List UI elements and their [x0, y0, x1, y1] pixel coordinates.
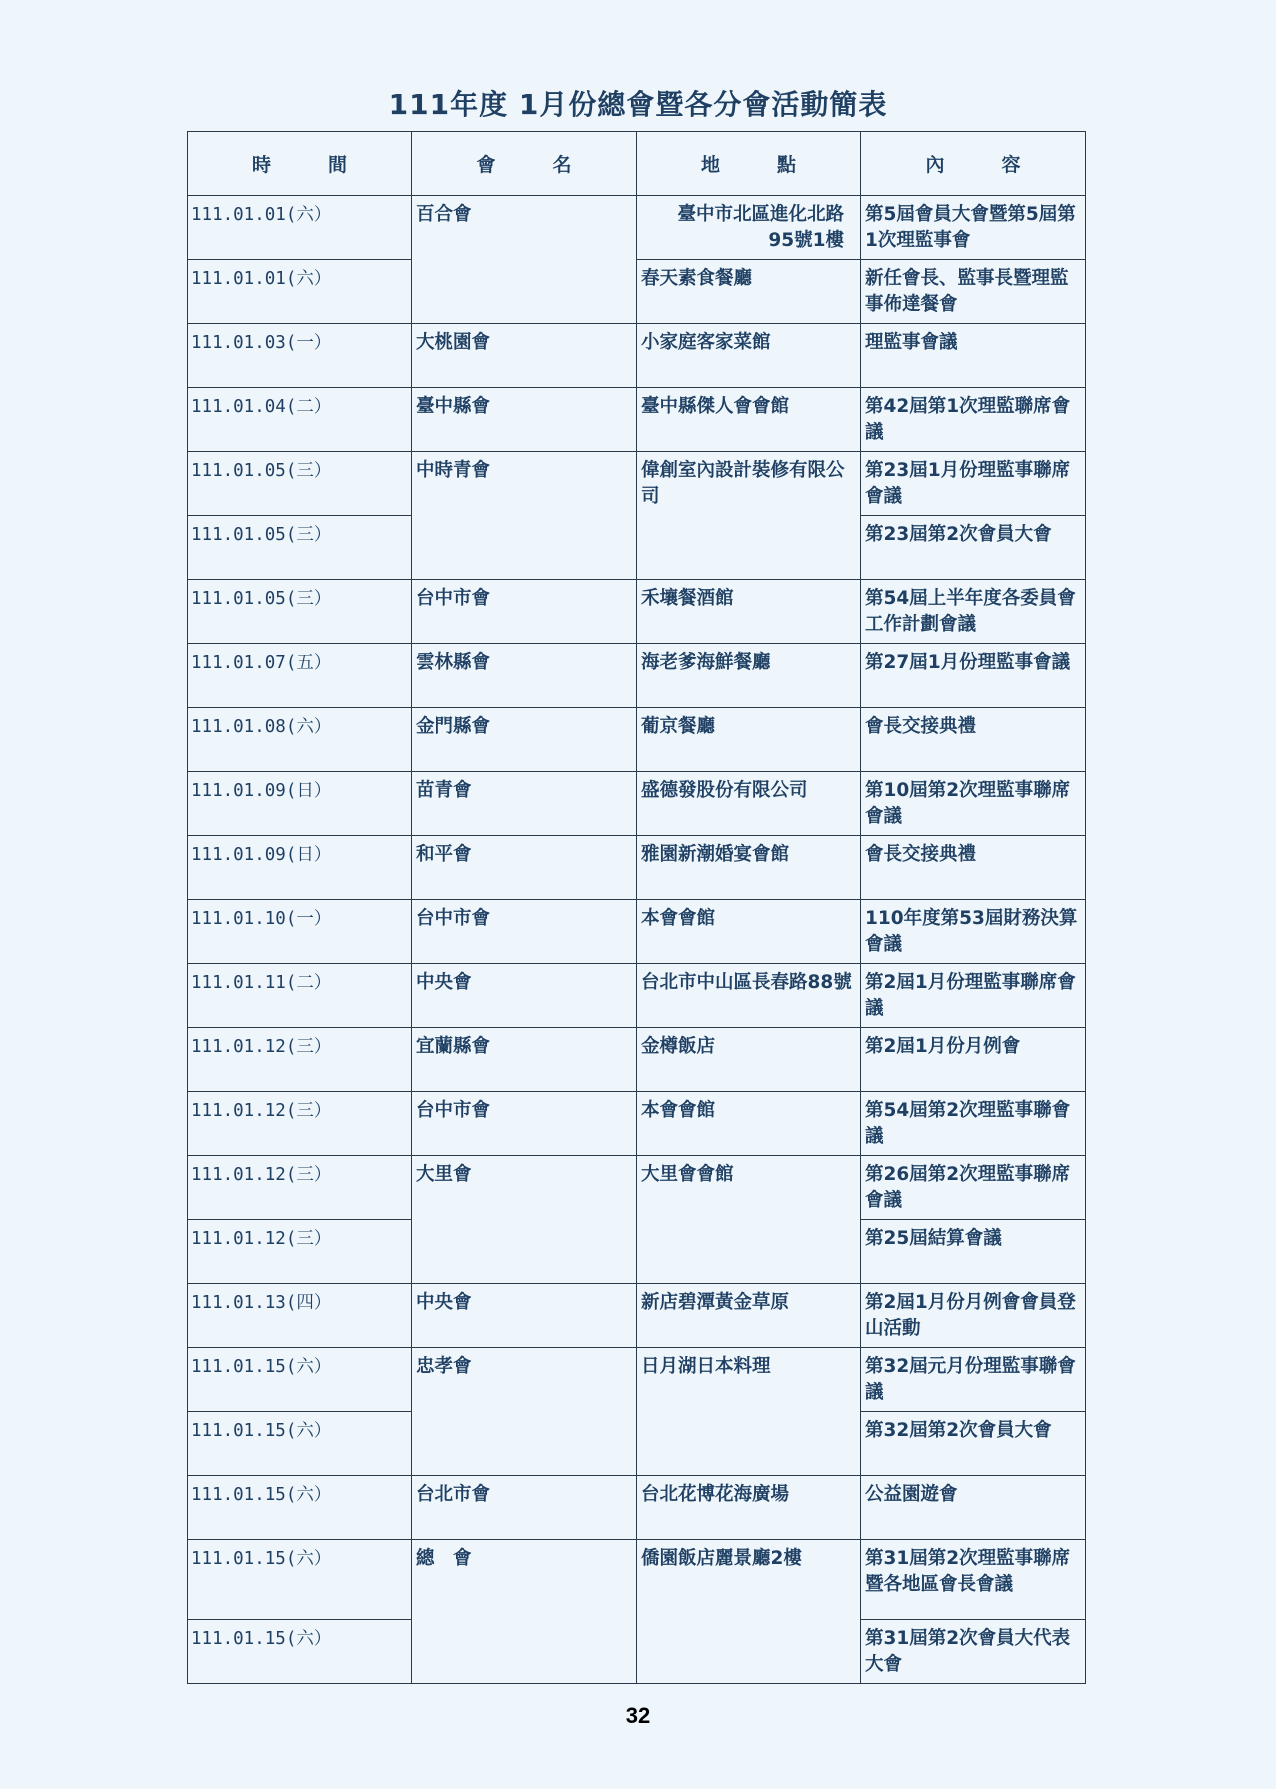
place-cell	[637, 324, 861, 388]
content-cell	[861, 836, 1086, 900]
place-cell	[637, 1092, 861, 1156]
place-cell	[637, 900, 861, 964]
date-text: 111.01.08(六）	[191, 717, 332, 737]
content-cell	[861, 1620, 1086, 1684]
club-text: 中時青會	[416, 460, 491, 481]
date-text: 111.01.13(四）	[191, 1293, 332, 1313]
place-text: 金樽飯店	[641, 1036, 716, 1057]
club-text: 宜蘭縣會	[416, 1036, 491, 1057]
club-cell	[412, 772, 637, 836]
date-cell	[188, 772, 412, 836]
club-text: 總 會	[416, 1548, 472, 1569]
date-cell	[188, 708, 412, 772]
date-text: 111.01.01(六）	[191, 205, 332, 225]
place-cell	[637, 196, 861, 260]
content-text: 第54屆上半年度各委員會工作計劃會議	[865, 588, 1076, 635]
club-cell	[412, 1156, 637, 1284]
content-cell	[861, 516, 1086, 580]
club-text: 台中市會	[416, 1100, 491, 1121]
club-text: 台北市會	[416, 1484, 491, 1505]
club-cell	[412, 644, 637, 708]
content-cell	[861, 452, 1086, 516]
date-text: 111.01.03(一）	[191, 333, 332, 353]
date-text: 111.01.11(二）	[191, 973, 332, 993]
club-cell	[412, 1476, 637, 1540]
date-text: 111.01.09(日）	[191, 845, 332, 865]
content-text: 第54屆第2次理監事聯會議	[865, 1100, 1071, 1147]
date-cell	[188, 580, 412, 644]
table-row	[188, 260, 1086, 324]
content-cell	[861, 196, 1086, 260]
club-text: 金門縣會	[416, 716, 491, 737]
date-text: 111.01.12(三）	[191, 1165, 332, 1185]
date-text: 111.01.09(日）	[191, 781, 332, 801]
place-text: 僑園飯店麗景廳2樓	[641, 1548, 802, 1569]
place-text: 臺中縣傑人會會館	[641, 396, 790, 417]
page-number: 32	[625, 1703, 651, 1728]
date-cell	[188, 1476, 412, 1540]
content-text: 第2屆1月份理監事聯席會議	[865, 972, 1076, 1019]
content-text: 會長交接典禮	[865, 844, 977, 865]
table-row	[188, 900, 1086, 964]
date-text: 111.01.10(一）	[191, 909, 332, 929]
content-cell	[861, 708, 1086, 772]
date-cell	[188, 260, 412, 324]
date-text: 111.01.15(六）	[191, 1421, 332, 1441]
date-text: 111.01.01(六）	[191, 269, 332, 289]
content-text: 新任會長、監事長暨理監事佈達餐會	[865, 268, 1069, 315]
content-cell	[861, 324, 1086, 388]
date-cell	[188, 836, 412, 900]
date-cell	[188, 1028, 412, 1092]
place-cell	[637, 964, 861, 1028]
date-cell	[188, 324, 412, 388]
page-title: 111年度 1月份總會暨各分會活動簡表	[388, 88, 888, 121]
date-cell	[188, 1348, 412, 1412]
date-text: 111.01.05(三）	[191, 589, 332, 609]
date-text: 111.01.12(三）	[191, 1101, 332, 1121]
club-text: 台中市會	[416, 588, 491, 609]
place-cell	[637, 580, 861, 644]
club-text: 中央會	[416, 1292, 472, 1313]
club-cell	[412, 1348, 637, 1476]
date-text: 111.01.15(六）	[191, 1485, 332, 1505]
date-cell	[188, 964, 412, 1028]
place-cell	[637, 1156, 861, 1284]
content-text: 第27屆1月份理監事會議	[865, 652, 1071, 673]
date-text: 111.01.12(三）	[191, 1229, 332, 1249]
table-row	[188, 452, 1086, 516]
content-cell	[861, 1412, 1086, 1476]
place-text: 新店碧潭黃金草原	[641, 1292, 790, 1313]
date-text: 111.01.05(三）	[191, 461, 332, 481]
content-text: 第5屆會員大會暨第5屆第1次理監事會	[865, 204, 1076, 251]
table-row	[188, 772, 1086, 836]
place-cell	[637, 260, 861, 324]
content-text: 第31屆第2次理監事聯席暨各地區會長會議	[865, 1548, 1071, 1595]
header-time: 時 間	[188, 132, 412, 196]
table-row	[188, 388, 1086, 452]
date-cell	[188, 900, 412, 964]
place-text: 本會會館	[641, 908, 716, 929]
table-row	[188, 196, 1086, 260]
content-cell	[861, 772, 1086, 836]
table-row	[188, 1540, 1086, 1620]
club-text: 大里會	[416, 1164, 472, 1185]
content-text: 第2屆1月份月例會	[865, 1036, 1021, 1057]
table-row	[188, 644, 1086, 708]
place-cell	[637, 772, 861, 836]
place-cell	[637, 452, 861, 580]
date-text: 111.01.15(六）	[191, 1549, 332, 1569]
club-text: 和平會	[416, 844, 472, 865]
club-cell	[412, 964, 637, 1028]
content-text: 會長交接典禮	[865, 716, 977, 737]
club-cell	[412, 1092, 637, 1156]
date-text: 111.01.04(二）	[191, 397, 332, 417]
table-row	[188, 1156, 1086, 1220]
content-cell	[861, 260, 1086, 324]
date-cell	[188, 1412, 412, 1476]
club-text: 臺中縣會	[416, 396, 491, 417]
header-place: 地 點	[637, 132, 861, 196]
table-row	[188, 324, 1086, 388]
place-cell	[637, 1028, 861, 1092]
table-row	[188, 1028, 1086, 1092]
table-row	[188, 1348, 1086, 1412]
place-cell	[637, 1348, 861, 1476]
date-cell	[188, 452, 412, 516]
content-cell	[861, 644, 1086, 708]
club-cell	[412, 580, 637, 644]
club-cell	[412, 1540, 637, 1684]
date-cell	[188, 1156, 412, 1220]
table-row	[188, 836, 1086, 900]
place-text: 本會會館	[641, 1100, 716, 1121]
club-cell	[412, 1284, 637, 1348]
date-text: 111.01.15(六）	[191, 1629, 332, 1649]
date-cell	[188, 196, 412, 260]
place-text: 偉創室內設計裝修有限公司	[641, 460, 845, 507]
date-text: 111.01.12(三）	[191, 1037, 332, 1057]
content-cell	[861, 1092, 1086, 1156]
activity-schedule-table	[187, 131, 1086, 1684]
place-cell	[637, 708, 861, 772]
place-cell	[637, 388, 861, 452]
club-text: 大桃園會	[416, 332, 491, 353]
content-cell	[861, 388, 1086, 452]
place-text: 海老爹海鮮餐廳	[641, 652, 771, 673]
date-cell	[188, 1220, 412, 1284]
club-cell	[412, 708, 637, 772]
club-cell	[412, 388, 637, 452]
date-cell	[188, 388, 412, 452]
place-cell	[637, 644, 861, 708]
content-cell	[861, 900, 1086, 964]
content-cell	[861, 1156, 1086, 1220]
content-text: 第2屆1月份月例會會員登山活動	[865, 1292, 1076, 1339]
date-text: 111.01.15(六）	[191, 1357, 332, 1377]
table-row	[188, 1092, 1086, 1156]
content-cell	[861, 1476, 1086, 1540]
club-cell	[412, 324, 637, 388]
place-text: 葡京餐廳	[641, 716, 716, 737]
place-text: 春天素食餐廳	[641, 268, 753, 289]
table-row	[188, 708, 1086, 772]
place-text: 禾壤餐酒館	[641, 588, 734, 609]
club-cell	[412, 452, 637, 580]
content-cell	[861, 1284, 1086, 1348]
content-text: 110年度第53屆財務決算會議	[865, 908, 1078, 955]
date-cell	[188, 516, 412, 580]
place-cell	[637, 836, 861, 900]
table-row	[188, 964, 1086, 1028]
date-cell	[188, 644, 412, 708]
content-text: 公益園遊會	[865, 1484, 958, 1505]
date-text: 111.01.07(五）	[191, 653, 332, 673]
content-cell	[861, 580, 1086, 644]
club-text: 雲林縣會	[416, 652, 491, 673]
club-cell	[412, 1028, 637, 1092]
place-text: 小家庭客家菜館	[641, 332, 771, 353]
content-text: 第23屆第2次會員大會	[865, 524, 1052, 545]
place-cell	[637, 1476, 861, 1540]
club-text: 台中市會	[416, 908, 491, 929]
place-text: 臺中市北區進化北路 95號1樓	[677, 204, 844, 251]
table-row	[188, 1476, 1086, 1540]
place-text: 盛德發股份有限公司	[641, 780, 808, 801]
header-name: 會 名	[412, 132, 637, 196]
content-text: 第31屆第2次會員大代表大會	[865, 1628, 1071, 1675]
place-text: 台北市中山區長春路88號	[641, 972, 852, 993]
club-cell	[412, 900, 637, 964]
club-text: 苗青會	[416, 780, 472, 801]
club-text: 忠孝會	[416, 1356, 472, 1377]
content-text: 第10屆第2次理監事聯席會議	[865, 780, 1071, 827]
club-text: 百合會	[416, 204, 472, 225]
place-cell	[637, 1284, 861, 1348]
content-text: 第42屆第1次理監聯席會議	[865, 396, 1071, 443]
content-text: 第32屆元月份理監事聯會議	[865, 1356, 1076, 1403]
content-cell	[861, 1028, 1086, 1092]
content-cell	[861, 1540, 1086, 1620]
date-cell	[188, 1092, 412, 1156]
table-header-row	[188, 132, 1086, 196]
club-text: 中央會	[416, 972, 472, 993]
date-cell	[188, 1284, 412, 1348]
header-content: 內 容	[861, 132, 1086, 196]
date-text: 111.01.05(三）	[191, 525, 332, 545]
content-text: 第23屆1月份理監事聯席會議	[865, 460, 1071, 507]
date-cell	[188, 1540, 412, 1620]
table-row	[188, 580, 1086, 644]
club-cell	[412, 196, 637, 324]
content-cell	[861, 1348, 1086, 1412]
table-row	[188, 1284, 1086, 1348]
date-cell	[188, 1620, 412, 1684]
place-text: 台北花博花海廣場	[641, 1484, 790, 1505]
content-text: 理監事會議	[865, 332, 958, 353]
content-text: 第25屆結算會議	[865, 1228, 1002, 1249]
content-text: 第32屆第2次會員大會	[865, 1420, 1052, 1441]
club-cell	[412, 836, 637, 900]
content-cell	[861, 1220, 1086, 1284]
content-cell	[861, 964, 1086, 1028]
place-text: 日月湖日本料理	[641, 1356, 771, 1377]
place-text: 大里會會館	[641, 1164, 734, 1185]
content-text: 第26屆第2次理監事聯席會議	[865, 1164, 1071, 1211]
place-text: 雅園新潮婚宴會館	[641, 844, 790, 865]
place-cell	[637, 1540, 861, 1684]
